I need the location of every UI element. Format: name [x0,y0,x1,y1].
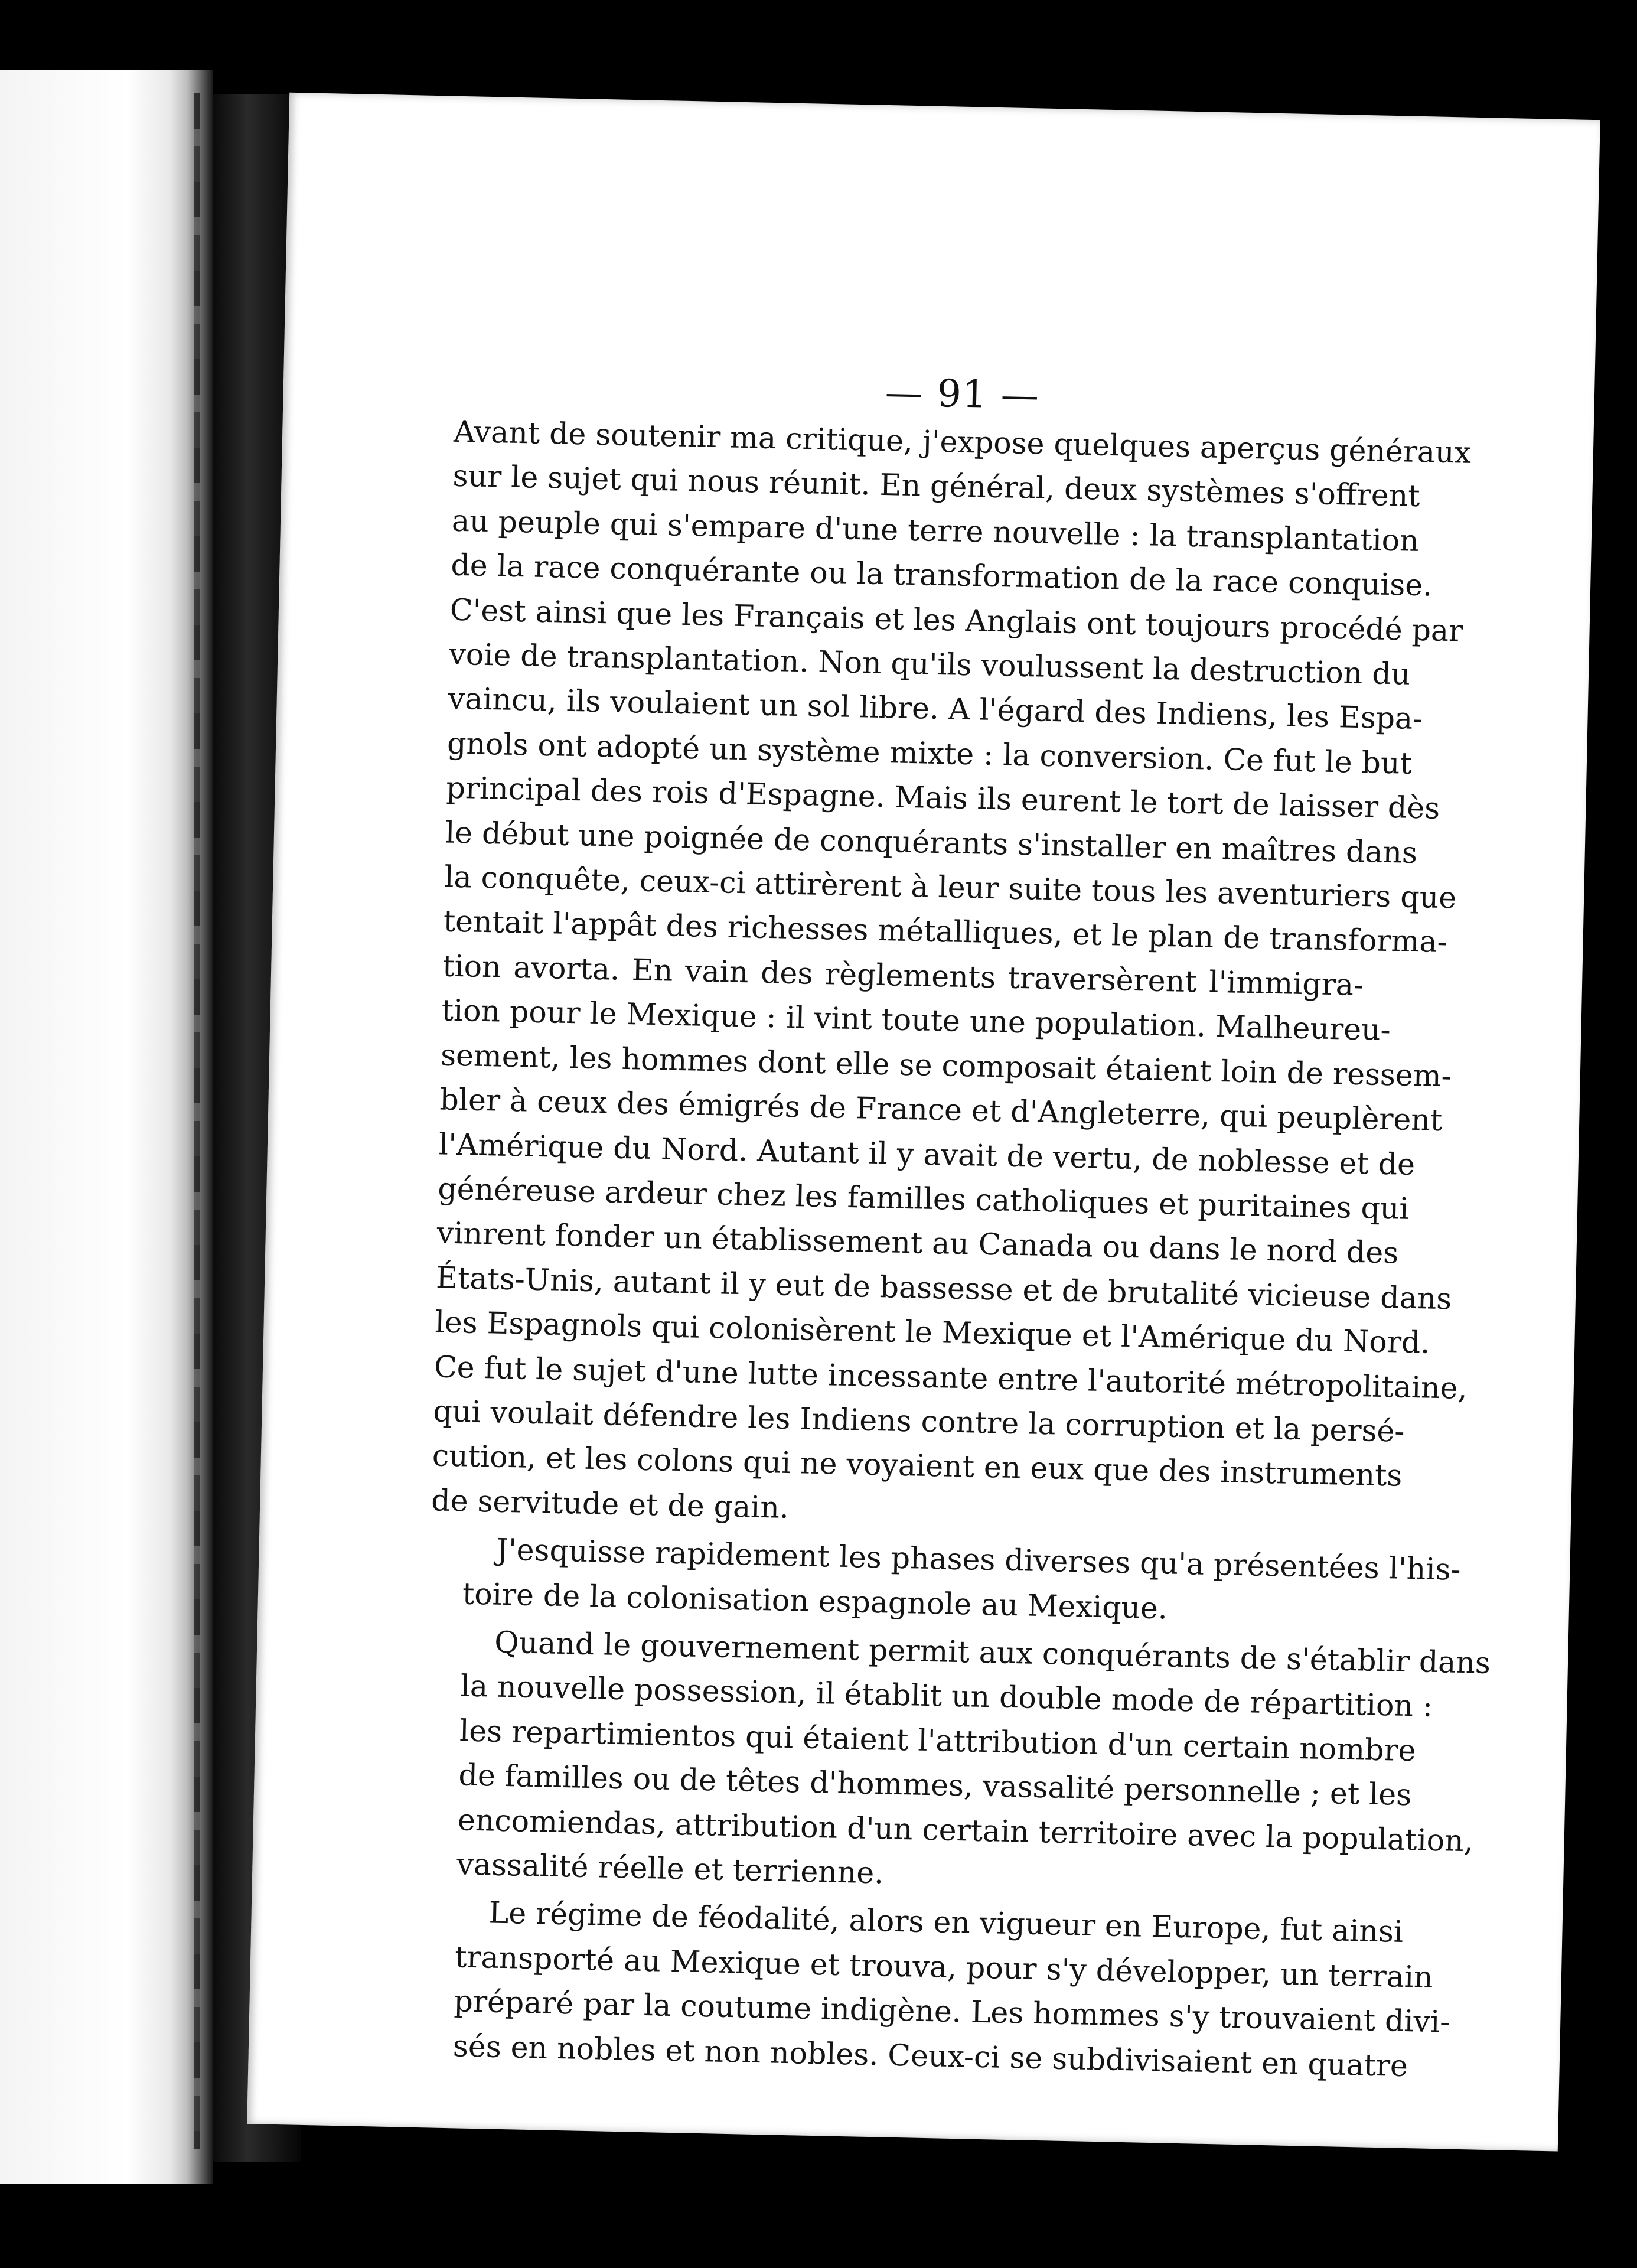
text-line: cution, et les colons qui ne voyaient en eux que des instruments [432,1438,1403,1494]
paragraph [429,1526,1462,1634]
text-line: de la race conquérante ou la transformation de la race conquise. [450,547,1433,603]
text-line: de familles ou de têtes d'hommes, vassalité personnelle ; et les [458,1757,1412,1813]
text-line: Le régime de féodalité, alors en vigueur en Europe, fut ainsi [488,1895,1404,1950]
text-line: la conquête, ceux-ci attirèrent à leur suite tous les aventuriers que [444,859,1457,915]
text-line: encomiendas, attribution d'un certain territoire avec la population, [457,1801,1474,1858]
text-line: sement, les hommes dont elle se composait étaient loin de ressem- [440,1037,1452,1094]
text-line: les Espagnols qui colonisèrent le Mexique et l'Amérique du Nord. [435,1304,1430,1360]
text-line: vinrent fonder un établissement au Canada ou dans le nord des [436,1215,1399,1270]
text-line: au peuple qui s'empare d'une terre nouvelle : la transplantation [451,503,1420,558]
text-line: le début une poignée de conquérants s'installer en maîtres dans [445,814,1418,870]
text-line: tentait l'appât des richesses métalliques, et le plan de transforma- [443,903,1448,960]
text-line: sés en nobles et non nobles. Ceux-ci se subdivisaient en quatre [452,2028,1408,2083]
paragraph [419,1889,1450,2087]
paragraph [431,409,1472,1542]
text-line: de servitude et de gain. [431,1482,790,1525]
text-line: vassalité réelle et terrienne. [456,1846,884,1891]
text-line: C'est ainsi que les Français et les Anglais ont toujours procédé par [449,592,1463,649]
page-fold [194,93,200,2149]
text-line: J'esquisse rapidement les phases diverses qu'a présentées l'his- [496,1531,1462,1587]
previous-page-edge [0,70,213,2184]
text-line: qui voulait défendre les Indiens contre la corruption et la persé- [432,1393,1406,1449]
text-line: Ce fut le sujet d'une lutte incessante entre l'autorité métropolitaine, [433,1348,1468,1406]
text-line: transporté au Mexique et trouva, pour s'y développer, un terrain [454,1939,1434,1995]
page-text [419,409,1491,2087]
text-line: l'Amérique du Nord. Autant il y avait de vertu, de noblesse et de [438,1126,1416,1182]
text-line: bler à ceux des émigrés de France et d'Angleterre, qui peuplèrent [439,1081,1443,1138]
page-number: — 91 — [884,370,1041,418]
text-line: généreuse ardeur chez les familles catholiques et puritaines qui [437,1171,1410,1226]
text-line: toire de la colonisation espagnole au Mexique. [462,1576,1168,1626]
text-line: principal des rois d'Espagne. Mais ils eurent le tort de laisser dès [446,770,1440,826]
text-line: Avant de soutenir ma critique, j'expose quelques aperçus généraux [453,413,1472,470]
text-line: gnols ont adopté un système mixte : la conversion. Ce fut le but [446,725,1413,781]
paragraph [423,1618,1491,1905]
text-line: tion pour le Mexique : il vint toute une population. Malheureu- [441,992,1391,1048]
text-line: préparé par la coutume indigène. Les hommes s'y trouvaient divi- [454,1983,1450,2039]
text-line: voie de transplantation. Non qu'ils voulussent la destruction du [448,636,1411,692]
text-line: États-Unis, autant il y eut de bassesse et de brutalité vicieuse dans [435,1260,1452,1317]
text-line: vaincu, ils voulaient un sol libre. A l'égard des Indiens, les Espa- [448,681,1423,737]
text-line: tion avorta. En vain des règlements traversèrent l'immigra- [442,948,1364,1003]
text-line: les repartimientos qui étaient l'attribution d'un certain nombre [459,1713,1417,1768]
book-page [247,93,1600,2152]
text-line: Quand le gouvernement permit aux conquérants de s'établir dans [494,1624,1491,1680]
text-line: la nouvelle possession, il établit un double mode de répartition : [460,1668,1433,1724]
text-line: sur le sujet qui nous réunit. En général, deux systèmes s'offrent [452,458,1421,514]
